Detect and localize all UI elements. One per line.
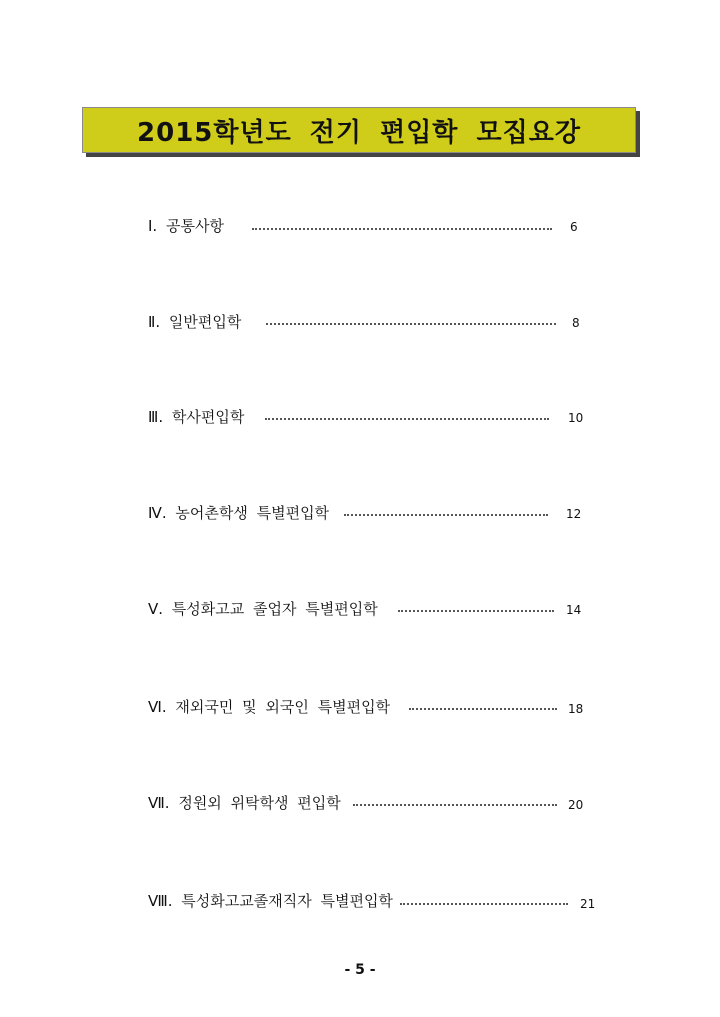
toc-item-1[interactable] [148,213,224,237]
toc-leader [265,418,549,420]
toc-item-6[interactable] [148,694,390,718]
toc-label: Ⅶ. 정원외 위탁학생 편입학 [148,793,341,812]
toc-page-number: 14 [566,603,582,617]
toc-label: Ⅲ. 학사편입학 [148,407,245,426]
toc-page-number: 20 [568,798,584,812]
toc-leader [353,804,557,806]
toc-label: Ⅱ. 일반편입학 [148,312,242,331]
toc-leader [252,228,552,230]
toc-page-number: 12 [566,507,582,521]
toc-leader [409,708,557,710]
toc-leader [266,323,556,325]
toc-label: Ⅳ. 농어촌학생 특별편입학 [148,503,330,522]
toc-item-7[interactable] [148,790,341,814]
toc-page-number: 10 [568,411,584,425]
page-title: 2015학년도 전기 편입학 모집요강 [137,117,581,148]
toc-page-number: 8 [572,316,580,330]
toc-item-8[interactable] [148,888,393,912]
toc-page-number: 21 [580,897,596,911]
toc-page-number: 18 [568,702,584,716]
toc-item-2[interactable] [148,309,241,333]
title-banner [82,107,636,153]
toc-label: Ⅴ. 특성화고교 졸업자 특별편입학 [148,599,378,618]
toc-label: Ⅰ. 공통사항 [148,216,224,235]
toc-label: Ⅷ. 특성화고교졸재직자 특별편입학 [148,891,393,910]
toc-item-4[interactable] [148,500,329,524]
toc-leader [398,610,554,612]
page-number-footer: - 5 - [344,962,376,978]
toc-page-number: 6 [570,220,578,234]
toc-leader [400,903,568,905]
toc-item-3[interactable] [148,404,244,428]
toc-leader [344,514,548,516]
toc-label: Ⅵ. 재외국민 및 외국인 특별편입학 [148,697,391,716]
toc-item-5[interactable] [148,596,378,620]
